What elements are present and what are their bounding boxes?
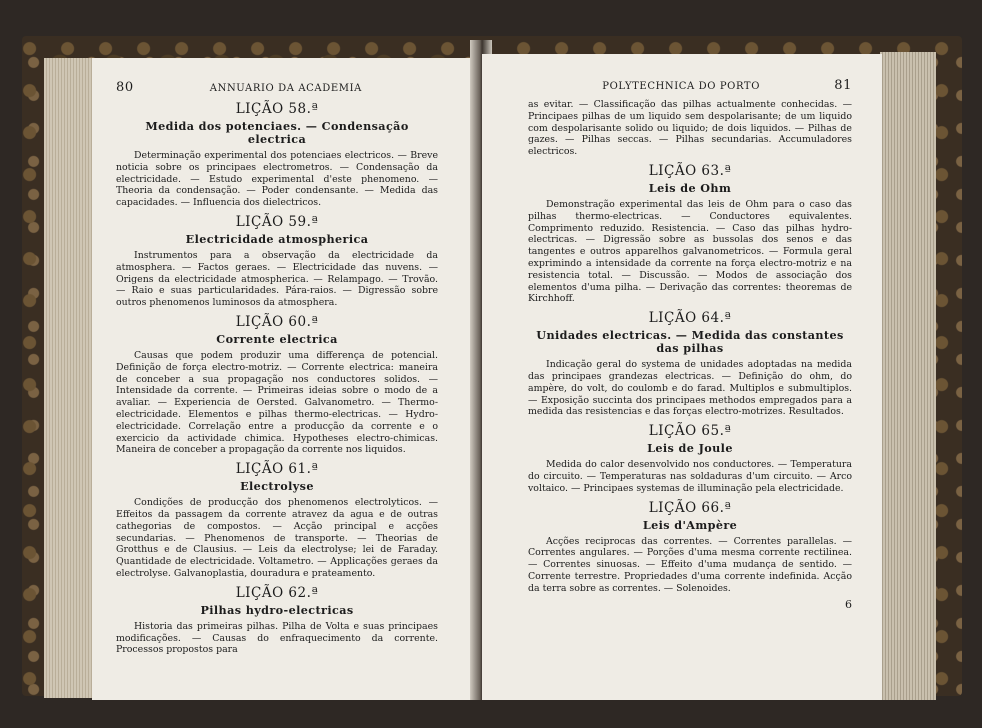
signature-mark: 6 (845, 597, 852, 611)
lesson-body: Indicação geral do systema de unidades adoptadas na medida das principaes grandezas electricas. — Definição do ohm, do ampère, do volt, do coulomb e do farad. Multiplos e submultiplos. — Exposição succinta dos principaes methodos empregados para a medida das resistencias e das forças electro-motrizes. Resultados. (528, 359, 852, 418)
lesson-heading: Leis de Joule (647, 441, 733, 456)
lesson-64 (528, 310, 852, 418)
lesson-number: LIÇÃO 59.ª (235, 213, 319, 230)
continuation-text: as evitar. — Classificação das pilhas actualmente conhecidas. — Principaes pilhas de um liquido sem despolarisante; de um liquido com despolarisante solido ou liquido; de dois liquidos. — Pilhas de gazes. — Pilhas seccas. — Pilhas secundarias. Accumuladores electricos. (528, 99, 852, 158)
right-running-head (528, 78, 852, 93)
lesson-58 (116, 101, 438, 209)
lesson-60 (116, 314, 438, 456)
left-running-head (116, 80, 438, 95)
lesson-body: Instrumentos para a observação da electricidade da atmosphera. — Factos geraes. — Electricidade das nuvens. — Origens da electricidade atmospherica. — Relampago. — Trovão. — Raio e suas particularidades. Pára-raios. — Digressão sobre outros phenomenos luminosos da atmosphera. (116, 249, 438, 309)
lesson-number: LIÇÃO 60.ª (235, 313, 319, 330)
lesson-body: Demonstração experimental das leis de Ohm para o caso das pilhas thermo-electricas. — Conductores equivalentes. Comprimento reduzido. Resistencia. — Caso das pilhas hydro-electricas. — Digressão sobre as bussolas dos senos e das tangentes e outros apparelhos galvanometricos. — Formula geral exprimindo a intensidade da corrente na força electro-motriz e na resistencia total. — Discussão. — Modos de associação dos elementos d'uma pilha. — Derivação das correntes: theoremas de Kirchhoff. (528, 198, 852, 305)
lesson-number: LIÇÃO 58.ª (235, 101, 319, 117)
lesson-heading: Leis de Ohm (648, 180, 732, 195)
right-page (482, 54, 882, 700)
lesson-heading: Medida dos potenciaes. — Condensação electrica (145, 119, 409, 146)
lesson-65 (528, 423, 852, 494)
lesson-body: Causas que podem produzir uma differença de potencial. Definição de força electro-motriz. — Corrente electrica: maneira de conceber a sua propagação nos conductores solidos. — Intensidade da corrente. — Primeiras ideias sobre o modo de a avaliar. — Experiencia de Oersted. Galvanometro. — Thermo-electricidade. Elementos e pilhas thermo-electricas. — Hydro-electricidade. Correlação entre a producção da corrente e o exercicio da actividade chimica. Hypotheses electro-chimicas. Maneira de conceber a propagação da corrente nos liquidos. (116, 349, 438, 456)
lesson-body: Determinação experimental dos potenciaes electricos. — Breve noticia sobre os principaes electrometros. — Condensação da electricidade. — Estudo experimental d'este phenomeno. — Theoria da condensação. — Poder condensante. — Medida das capacidades. — Influencia dos dielectricos. (116, 150, 438, 209)
lesson-number: LIÇÃO 61.ª (235, 461, 319, 478)
lesson-61 (116, 461, 438, 580)
page-edges-right (880, 52, 936, 700)
running-title: POLYTECHNICA DO PORTO (602, 81, 761, 92)
lesson-body: Acções reciprocas das correntes. — Correntes parallelas. — Correntes angulares. — Porções d'uma mesma corrente rectilinea. — Correntes sinuosas. — Effeito d'uma mudança de sentido. — Corrente terrestre. Propriedades d'uma corrente indefinida. Acção da terra sobre as correntes. — Solenoides. (528, 535, 852, 594)
lesson-number: LIÇÃO 62.ª (235, 584, 319, 601)
running-title: ANNUARIO DA ACADEMIA (209, 83, 362, 94)
lesson-66 (528, 500, 852, 595)
left-page (92, 58, 476, 700)
page-edges-left (44, 58, 96, 698)
lesson-number: LIÇÃO 63.ª (648, 162, 732, 179)
page-number: 80 (116, 80, 134, 95)
lesson-59 (116, 214, 438, 309)
lesson-heading: Electrolyse (240, 479, 314, 494)
lesson-body: Historia das primeiras pilhas. Pilha de Volta e suas principaes modificações. — Causas do enfraquecimento da corrente. Processos propostos para (116, 620, 438, 656)
lesson-heading: Leis d'Ampère (642, 517, 738, 532)
lesson-heading: Electricidade atmospherica (185, 231, 369, 246)
lesson-body: Medida do calor desenvolvido nos conductores. — Temperatura do circuito. — Temperaturas nas soldaduras d'um circuito. — Arco voltaico. — Principaes systemas de illuminação pela electricidade. (528, 459, 852, 494)
lesson-number: LIÇÃO 66.ª (648, 499, 732, 516)
lesson-62 (116, 585, 438, 656)
lesson-heading: Unidades electricas. — Medida das constantes das pilhas (536, 328, 844, 356)
lesson-number: LIÇÃO 64.ª (648, 310, 732, 327)
lesson-heading: Corrente electrica (216, 331, 338, 346)
lesson-number: LIÇÃO 65.ª (648, 423, 732, 440)
lesson-body: Condições de producção dos phenomenos electrolyticos. — Effeitos da passagem da corrente atravez da agua e de outras cathegorias de compostos. — Acção principal e acções secundarias. — Phenomenos de transporte. — Theorias de Grotthus e de Clausius. — Leis da electrolyse; lei de Faraday. Quantidade de electricidade. Voltametro. — Applicações geraes da electrolyse. Galvanoplastia, douradura e prateamento. (116, 497, 438, 579)
page-number: 81 (834, 78, 852, 93)
lesson-heading: Pilhas hydro-electricas (200, 602, 354, 617)
lesson-63 (528, 163, 852, 305)
